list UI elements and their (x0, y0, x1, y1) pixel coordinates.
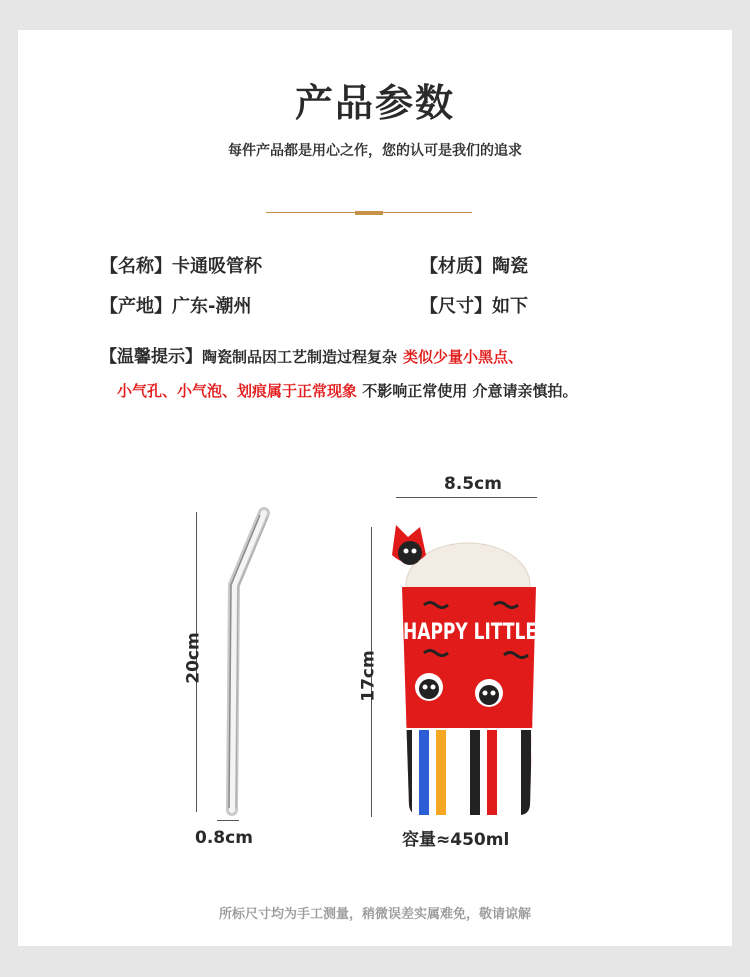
spec-name-key: 【名称】 (100, 256, 172, 277)
spec-material-key: 【材质】 (420, 256, 492, 277)
capacity-label: 容量≈450ml (402, 830, 510, 850)
cup-width-line (396, 497, 537, 498)
cup-height-label: 17cm (358, 650, 379, 702)
straw-diameter-label: 0.8cm (195, 828, 253, 848)
cup-stripe (419, 730, 429, 820)
notice-line-2 (117, 380, 577, 401)
spec-size (420, 292, 528, 318)
straw-length-label: 20cm (183, 632, 204, 684)
spec-material-value: 陶瓷 (492, 256, 528, 277)
spec-size-value: 如下 (492, 296, 528, 317)
notice-line-1 (100, 342, 523, 367)
spec-name-value: 卡通吸管杯 (172, 256, 262, 277)
cup-cat-face-right (475, 679, 503, 707)
spec-origin-value: 广东-潮州 (172, 296, 252, 317)
cup-illustration (384, 515, 554, 835)
spec-size-key: 【尺寸】 (420, 296, 492, 317)
notice-red-1: 类似少量小黑点、 (402, 348, 523, 366)
cup-print-text: HAPPY LITTLE (403, 620, 537, 645)
notice-text-1: 陶瓷制品因工艺制造过程复杂 (202, 348, 398, 366)
page-subtitle: 每件产品都是用心之作，您的认可是我们的追求 (228, 143, 522, 159)
cup-stripe (402, 730, 412, 820)
cup-cat-face-left (415, 673, 443, 701)
divider-accent (355, 211, 383, 215)
measurement-disclaimer: 所标尺寸均为手工测量，稍微误差实属难免，敬请谅解 (218, 907, 531, 922)
cat-topper (392, 525, 426, 565)
cup-stripe (436, 730, 446, 820)
page-title: 产品参数 (294, 81, 455, 125)
content-card (18, 30, 732, 946)
cup-stripe (504, 730, 514, 820)
spec-material (420, 252, 528, 278)
spec-origin (100, 292, 251, 318)
cup-stripe (453, 730, 463, 820)
spec-origin-key: 【产地】 (100, 296, 172, 317)
cup-stripe (487, 730, 497, 820)
glass-straw-illustration (200, 505, 280, 825)
notice-text-2: 不影响正常使用 介意请亲慎拍。 (362, 382, 578, 400)
cup-stripe (521, 730, 531, 820)
cup-stripe (470, 730, 480, 820)
notice-label: 【温馨提示】 (100, 347, 202, 367)
cup-width-label: 8.5cm (444, 474, 502, 494)
spec-name (100, 252, 262, 278)
notice-red-2: 小气孔、小气泡、划痕属于正常现象 (117, 382, 358, 400)
